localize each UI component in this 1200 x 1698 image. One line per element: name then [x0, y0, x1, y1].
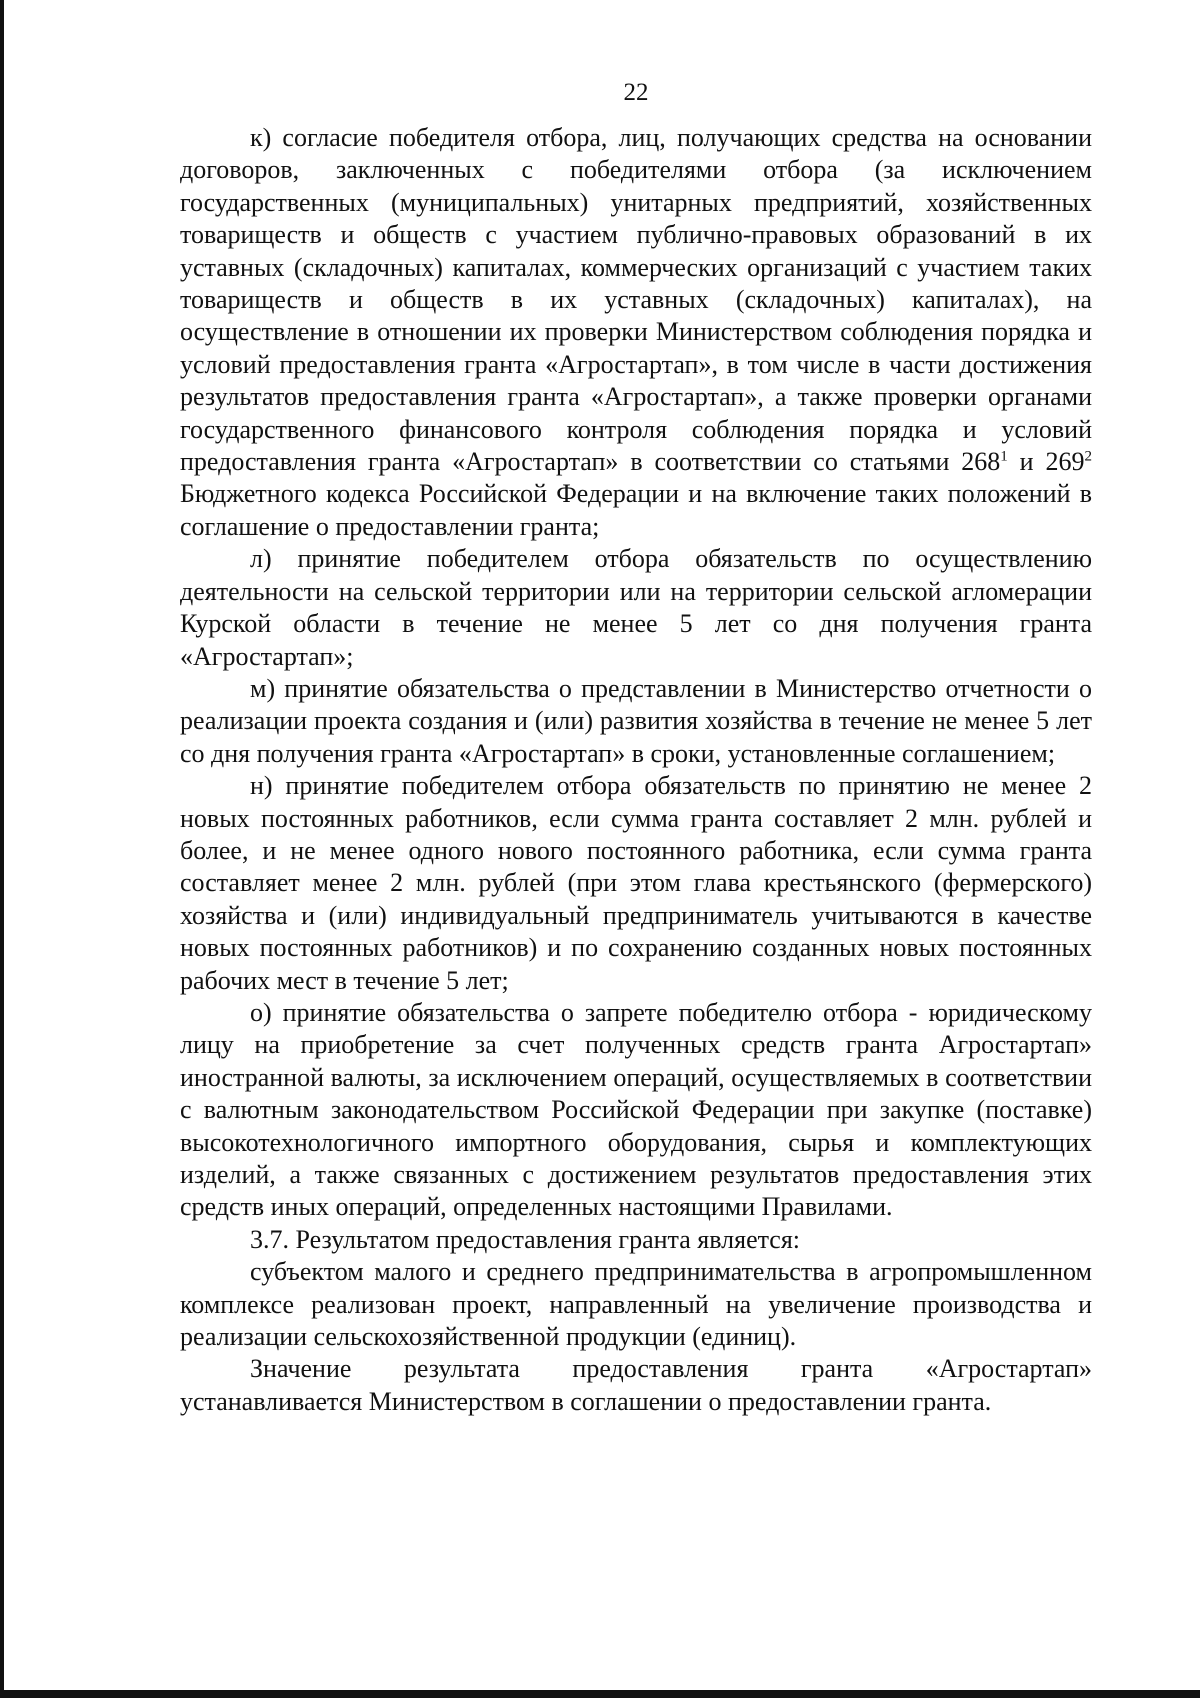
paragraph-l: л) принятие победителем отбора обязательств по осуществлению деятельности на сельской территории или на территории сельской агломерации Курской области в течение не менее 5 лет со дня получения гранта «Агростартап»;: [180, 544, 1092, 671]
paragraph-k: [180, 122, 1092, 543]
paragraph-n: н) принятие победителем отбора обязательств по принятию не менее 2 новых постоянных работников, если сумма гранта составляет 2 млн. рублей и более, и не менее одного нового постоянного работника, если сумма гранта составляет менее 2 млн. рублей (при этом глава крестьянского (фермерского) хозяйства и (или) индивидуальный предприниматель учитываются в качестве новых постоянных работников) и по сохранению созданных новых постоянных рабочих мест в течение 5 лет;: [180, 771, 1092, 995]
paragraph-3-7: 3.7. Результатом предоставления гранта является:: [250, 1224, 801, 1254]
paragraph-k-text: к) согласие победителя отбора, лиц, получающих средства на основании договоров, заключенных с победителями отбора (за исключением государственных (муниципальных) унитарных предприятий, хозяйственных товариществ и обществ с участием публично-правовых образований в их уставных (складочных) капиталах, коммерческих организаций с участием таких товариществ и обществ в их уставных (складочных) капиталах), на осуществление в отношении их проверки Министерством соблюдения порядка и условий предоставления гранта «Агростартап», в том числе в части достижения результатов предоставления гранта «Агростартап», а также проверки органами государственного финансового контроля соблюдения порядка и условий предоставления гранта «Агростартап» в соответствии со статьями 268: [180, 123, 1092, 477]
superscript-2: 2: [1084, 448, 1092, 465]
paragraph-k-mid: и 269: [1007, 447, 1085, 477]
page-number: 22: [623, 79, 649, 106]
paragraph-k-end: Бюджетного кодекса Российской Федерации и на включение таких положений в соглашение о предоставлении гранта;: [180, 479, 1092, 541]
paragraph-o: о) принятие обязательства о запрете победителю отбора - юридическому лицу на приобретение за счет полученных средств гранта Агростартап» иностранной валюты, за исключением операций, осуществляемых в соответствии с валютным законодательством Российской Федерации при закупке (поставке) высокотехнологичного импортного оборудования, сырья и комплектующих изделий, а также связанных с достижением результатов предоставления этих средств иных операций, определенных настоящими Правилами.: [180, 997, 1092, 1222]
paragraph-m: м) принятие обязательства о представлении в Министерство отчетности о реализации проекта создания и (или) развития хозяйства в течение не менее 5 лет со дня получения гранта «Агростартап» в сроки, установленные соглашением;: [180, 673, 1092, 768]
superscript-1: 1: [1000, 448, 1008, 465]
paragraph-value: Значение результата предоставления гранта «Агростартап» устанавливается Министерством в соглашении о предоставлении гранта.: [180, 1354, 1092, 1416]
scan-bottom-edge: [0, 1690, 1200, 1698]
paragraph-result: субъектом малого и среднего предпринимательства в агропромышленном комплексе реализован проект, направленный на увеличение производства и реализации сельскохозяйственной продукции (единиц).: [180, 1257, 1092, 1352]
document-body: [180, 122, 1092, 1418]
scan-left-edge: [0, 0, 4, 1698]
